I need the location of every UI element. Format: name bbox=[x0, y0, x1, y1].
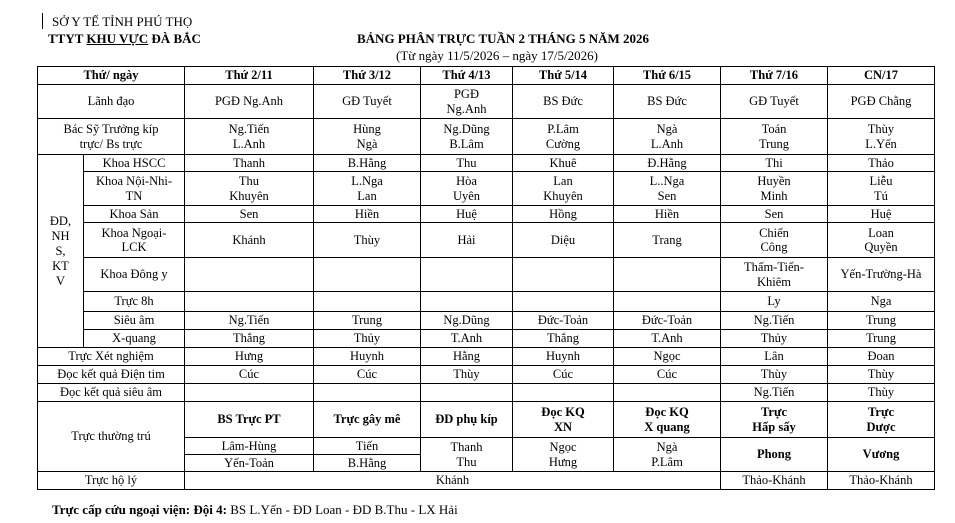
cell: T.Anh bbox=[614, 330, 721, 348]
cell bbox=[614, 292, 721, 312]
cell: Cúc bbox=[314, 366, 421, 384]
cell: Thùy bbox=[721, 366, 828, 384]
cell bbox=[314, 292, 421, 312]
cell: Hồng bbox=[513, 206, 614, 223]
cell: Cúc bbox=[185, 366, 314, 384]
cell bbox=[513, 258, 614, 292]
cell: PGĐ Chằng bbox=[828, 85, 935, 119]
row-label: Lãnh đạo bbox=[38, 85, 185, 119]
org-line-1: SỞ Y TẾ TỈNH PHÚ THỌ bbox=[52, 14, 193, 29]
cell: Thanh bbox=[185, 155, 314, 172]
cell: Hưng bbox=[185, 348, 314, 366]
row-label: Khoa Sản bbox=[84, 206, 185, 223]
row-label: Trực hộ lý bbox=[38, 472, 185, 490]
sub-header: Trực gây mê bbox=[314, 402, 421, 438]
row-label: Siêu âm bbox=[84, 312, 185, 330]
table-row bbox=[38, 155, 935, 172]
table-row bbox=[38, 206, 935, 223]
footer-note: Trực cấp cứu ngoại viện: Đội 4: BS L.Yến - ĐD Loan - ĐD B.Thu - LX Hải bbox=[52, 502, 458, 517]
cell: BS Đức bbox=[614, 85, 721, 119]
cell: L.Nga Lan bbox=[314, 172, 421, 206]
cell: Huệ bbox=[421, 206, 513, 223]
sub-header: ĐD phụ kíp bbox=[421, 402, 513, 438]
row-label: Trực Xét nghiệm bbox=[38, 348, 185, 366]
cell: Chiến Công bbox=[721, 223, 828, 258]
cell: Ngọc Hưng bbox=[513, 438, 614, 472]
cell: Huynh bbox=[314, 348, 421, 366]
cell: Thùy L.Yến bbox=[828, 119, 935, 155]
cell: Thủy bbox=[314, 330, 421, 348]
table-row bbox=[38, 384, 935, 402]
cell: Ng.Tiến bbox=[185, 312, 314, 330]
col-header: Thứ 7/16 bbox=[721, 67, 828, 85]
cell bbox=[513, 292, 614, 312]
table-row bbox=[38, 312, 935, 330]
cell: Tiến bbox=[314, 438, 421, 455]
col-header: Thứ 4/13 bbox=[421, 67, 513, 85]
cell: Thu Khuyên bbox=[185, 172, 314, 206]
cell bbox=[421, 292, 513, 312]
header-row bbox=[38, 67, 935, 85]
cell: Đức-Toản bbox=[513, 312, 614, 330]
cell: Loan Quyền bbox=[828, 223, 935, 258]
cell: Khuê bbox=[513, 155, 614, 172]
cell: Ng.Dũng bbox=[421, 312, 513, 330]
row-label: Khoa HSCC bbox=[84, 155, 185, 172]
row-label: Bác Sỹ Trưởng kíp trực/ Bs trực bbox=[38, 119, 185, 155]
side-label: ĐD, NH S, KT V bbox=[38, 155, 84, 348]
cell: Phong bbox=[721, 438, 828, 472]
cell: Hùng Ngà bbox=[314, 119, 421, 155]
cell: L..Nga Sen bbox=[614, 172, 721, 206]
col-header: Thứ/ ngày bbox=[38, 67, 185, 85]
cell: Thùy bbox=[314, 223, 421, 258]
cell bbox=[185, 384, 314, 402]
col-header: Thứ 2/11 bbox=[185, 67, 314, 85]
table-row bbox=[38, 366, 935, 384]
cell: Lâm-Hùng bbox=[185, 438, 314, 455]
cell: Huyền Minh bbox=[721, 172, 828, 206]
cell: Yến-Trường-Hà bbox=[828, 258, 935, 292]
cell: Hải bbox=[421, 223, 513, 258]
col-header: Thứ 6/15 bbox=[614, 67, 721, 85]
cell: Hằng bbox=[421, 348, 513, 366]
cell: PGĐ Ng.Anh bbox=[185, 85, 314, 119]
table-row bbox=[38, 85, 935, 119]
sub-header: Đọc KQ X quang bbox=[614, 402, 721, 438]
cell: Khánh bbox=[185, 472, 721, 490]
cell: Thùy bbox=[828, 384, 935, 402]
cell: Thùy bbox=[828, 366, 935, 384]
cell bbox=[314, 258, 421, 292]
sub-header: Trực Dược bbox=[828, 402, 935, 438]
org-line-2: TTYT KHU VỰC ĐÀ BẮC bbox=[48, 31, 201, 46]
row-label: Khoa Nội-Nhi- TN bbox=[84, 172, 185, 206]
cell: Sen bbox=[185, 206, 314, 223]
cell: Ng.Tiến bbox=[721, 384, 828, 402]
sub-header: Trực Hấp sấy bbox=[721, 402, 828, 438]
cell: B.Hằng bbox=[314, 155, 421, 172]
sub-header: Đọc KQ XN bbox=[513, 402, 614, 438]
sub-header: BS Trực PT bbox=[185, 402, 314, 438]
cell: Cúc bbox=[614, 366, 721, 384]
cell bbox=[314, 384, 421, 402]
cell: Đoan bbox=[828, 348, 935, 366]
cell: GĐ Tuyết bbox=[314, 85, 421, 119]
cell: Khánh bbox=[185, 223, 314, 258]
cell: Sen bbox=[721, 206, 828, 223]
cell: Thảo bbox=[828, 155, 935, 172]
cell: Hiền bbox=[314, 206, 421, 223]
cell: PGĐ Ng.Anh bbox=[421, 85, 513, 119]
table-row bbox=[38, 472, 935, 490]
cell: GĐ Tuyết bbox=[721, 85, 828, 119]
cell: Thanh Thu bbox=[421, 438, 513, 472]
cell: Thấm-Tiến- Khiêm bbox=[721, 258, 828, 292]
cell bbox=[185, 258, 314, 292]
cell: Cúc bbox=[513, 366, 614, 384]
cell: Lân bbox=[721, 348, 828, 366]
cell: Ngà P.Lâm bbox=[614, 438, 721, 472]
date-range: (Từ ngày 11/5/2026 – ngày 17/5/2026) bbox=[396, 48, 598, 63]
table-row bbox=[38, 330, 935, 348]
cell: Hòa Uyên bbox=[421, 172, 513, 206]
cell: Ng.Tiến bbox=[721, 312, 828, 330]
cell: Trang bbox=[614, 223, 721, 258]
cell: Hiền bbox=[614, 206, 721, 223]
table-row bbox=[38, 258, 935, 292]
cell: Liễu Tú bbox=[828, 172, 935, 206]
cell: Nga bbox=[828, 292, 935, 312]
row-label: Đọc kết quả Điện tim bbox=[38, 366, 185, 384]
cell: B.Hằng bbox=[314, 455, 421, 472]
cell bbox=[421, 258, 513, 292]
row-label: Trực thường trú bbox=[38, 402, 185, 472]
cell: P.Lâm Cường bbox=[513, 119, 614, 155]
table-row bbox=[38, 172, 935, 206]
cell: Trung bbox=[314, 312, 421, 330]
col-header: CN/17 bbox=[828, 67, 935, 85]
cell: Huệ bbox=[828, 206, 935, 223]
cell: T.Anh bbox=[421, 330, 513, 348]
cell: Vương bbox=[828, 438, 935, 472]
table-row bbox=[38, 292, 935, 312]
cell: Toán Trung bbox=[721, 119, 828, 155]
cell: Ng.Dũng B.Lâm bbox=[421, 119, 513, 155]
table-row bbox=[38, 402, 935, 438]
cell: Thủy bbox=[721, 330, 828, 348]
cell bbox=[513, 384, 614, 402]
cell: Đức-Toản bbox=[614, 312, 721, 330]
row-label: Khoa Ngoại- LCK bbox=[84, 223, 185, 258]
duty-roster-table bbox=[37, 66, 935, 490]
cell bbox=[185, 292, 314, 312]
cell bbox=[421, 384, 513, 402]
cell: Ly bbox=[721, 292, 828, 312]
cell: Ngà L.Anh bbox=[614, 119, 721, 155]
cell: BS Đức bbox=[513, 85, 614, 119]
page-title: BẢNG PHÂN TRỰC TUẦN 2 THÁNG 5 NĂM 2026 bbox=[357, 31, 650, 46]
row-label: Trực 8h bbox=[84, 292, 185, 312]
cell: Thắng bbox=[513, 330, 614, 348]
table-row bbox=[38, 348, 935, 366]
cell: Thắng bbox=[185, 330, 314, 348]
margin-bar bbox=[42, 13, 43, 29]
cell: Thu bbox=[421, 155, 513, 172]
cell: Yến-Toản bbox=[185, 455, 314, 472]
cell: Lan Khuyên bbox=[513, 172, 614, 206]
col-header: Thứ 5/14 bbox=[513, 67, 614, 85]
row-label: Đọc kết quả siêu âm bbox=[38, 384, 185, 402]
cell bbox=[614, 384, 721, 402]
row-label: Khoa Đông y bbox=[84, 258, 185, 292]
cell: Thùy bbox=[421, 366, 513, 384]
cell bbox=[614, 258, 721, 292]
cell: Ngọc bbox=[614, 348, 721, 366]
cell: Ng.Tiến L.Anh bbox=[185, 119, 314, 155]
table-row bbox=[38, 119, 935, 155]
cell: Trung bbox=[828, 330, 935, 348]
cell: Thảo-Khánh bbox=[828, 472, 935, 490]
row-label: X-quang bbox=[84, 330, 185, 348]
table-row bbox=[38, 223, 935, 258]
cell: Trung bbox=[828, 312, 935, 330]
col-header: Thứ 3/12 bbox=[314, 67, 421, 85]
cell: Thảo-Khánh bbox=[721, 472, 828, 490]
cell: Thi bbox=[721, 155, 828, 172]
cell: Diệu bbox=[513, 223, 614, 258]
cell: Huynh bbox=[513, 348, 614, 366]
cell: Đ.Hằng bbox=[614, 155, 721, 172]
